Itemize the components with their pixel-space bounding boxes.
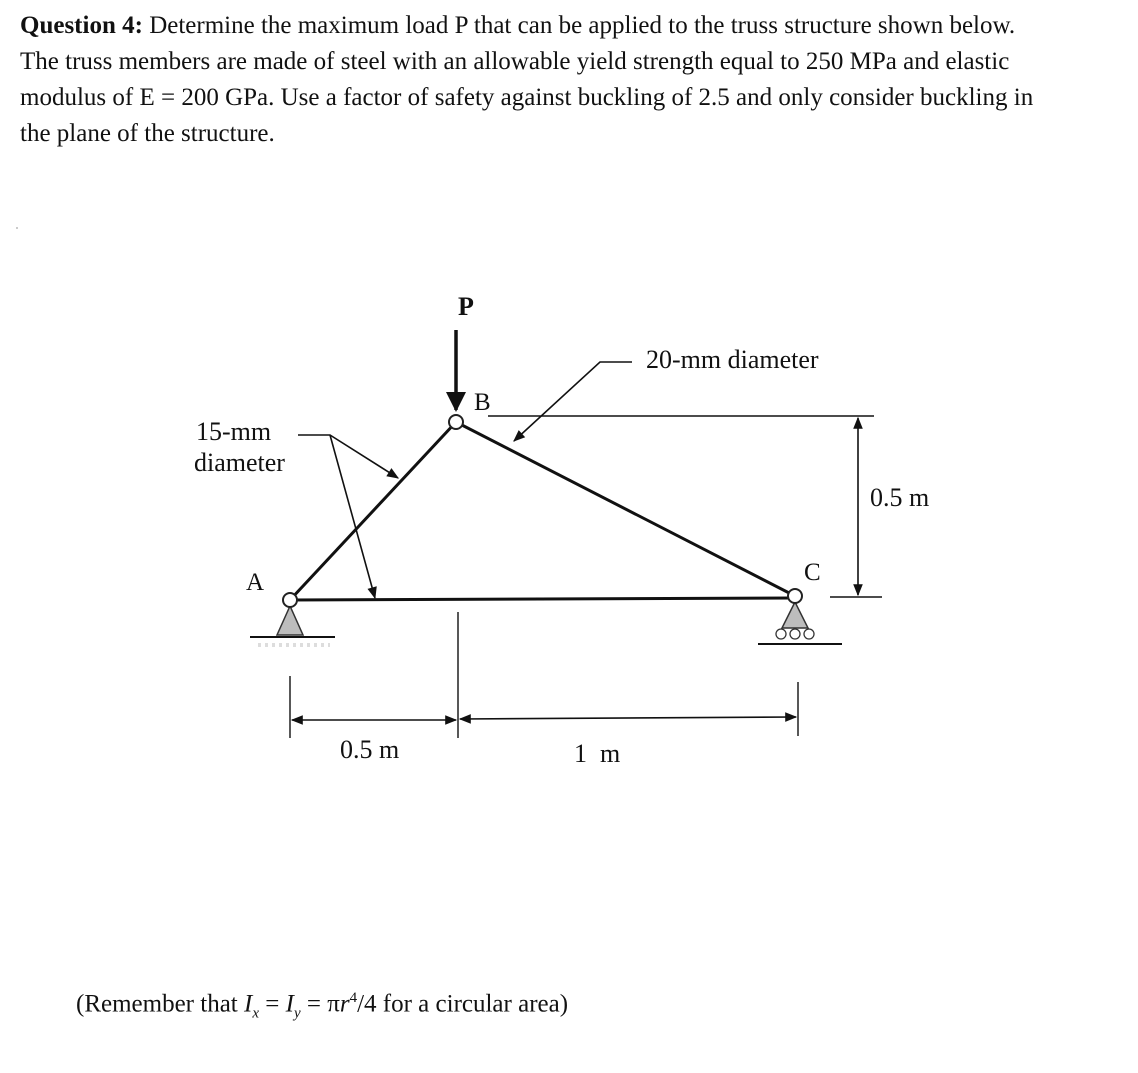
right-span-dim-line (460, 717, 796, 719)
member-bc-label: 20-mm diameter (646, 345, 819, 374)
member-ab-ac-label-line-1: 15-mm (196, 417, 272, 446)
roller-support-c (758, 602, 842, 644)
note-r-sup: 4 (349, 990, 358, 1006)
question-label: Question 4: (20, 12, 143, 39)
note-eq1: = (259, 990, 286, 1018)
member-ac (290, 598, 795, 600)
leader-20mm-to-bc (514, 362, 632, 441)
note-ix: I (244, 990, 253, 1018)
height-dim-label: 0.5 m (870, 483, 930, 512)
member-bc (456, 422, 795, 596)
note-open: (Remember that (76, 990, 244, 1018)
note-close: /4 for a circular area) (357, 990, 569, 1018)
question-line-3: modulus of E = 200 GPa. Use a factor of safety against buckling of 2.5 and only consider buckling in (20, 84, 1034, 111)
question-line-2: The truss members are made of steel with an allowable yield strength equal to 250 MPa and elastic (20, 48, 1010, 75)
pin-support-a (250, 606, 335, 645)
leader-15mm-to-ab (298, 435, 398, 478)
question-line-1-text: Determine the maximum load P that can be applied to the truss structure shown below. (142, 12, 1016, 39)
left-span-label: 0.5 m (340, 735, 400, 764)
member-ab-ac-label-line-2: diameter (194, 448, 285, 477)
note-r: r (339, 990, 350, 1018)
load-label: P (458, 292, 474, 321)
right-span-label: 1 m (574, 739, 621, 768)
joint-b (449, 415, 463, 429)
node-a-label: A (246, 569, 265, 596)
scan-speck (16, 227, 18, 229)
member-ab (290, 422, 456, 600)
note-iy-sub: y (293, 1005, 301, 1022)
node-b-label: B (474, 389, 491, 416)
question-line-4: the plane of the structure. (20, 120, 275, 147)
node-c-label: C (804, 559, 821, 586)
moment-of-inertia-note (76, 990, 568, 1022)
note-ix-sub: x (252, 1005, 259, 1022)
joint-a (283, 593, 297, 607)
joint-c (788, 589, 802, 603)
note-eq2: = π (300, 990, 340, 1018)
note-iy: I (285, 990, 294, 1018)
